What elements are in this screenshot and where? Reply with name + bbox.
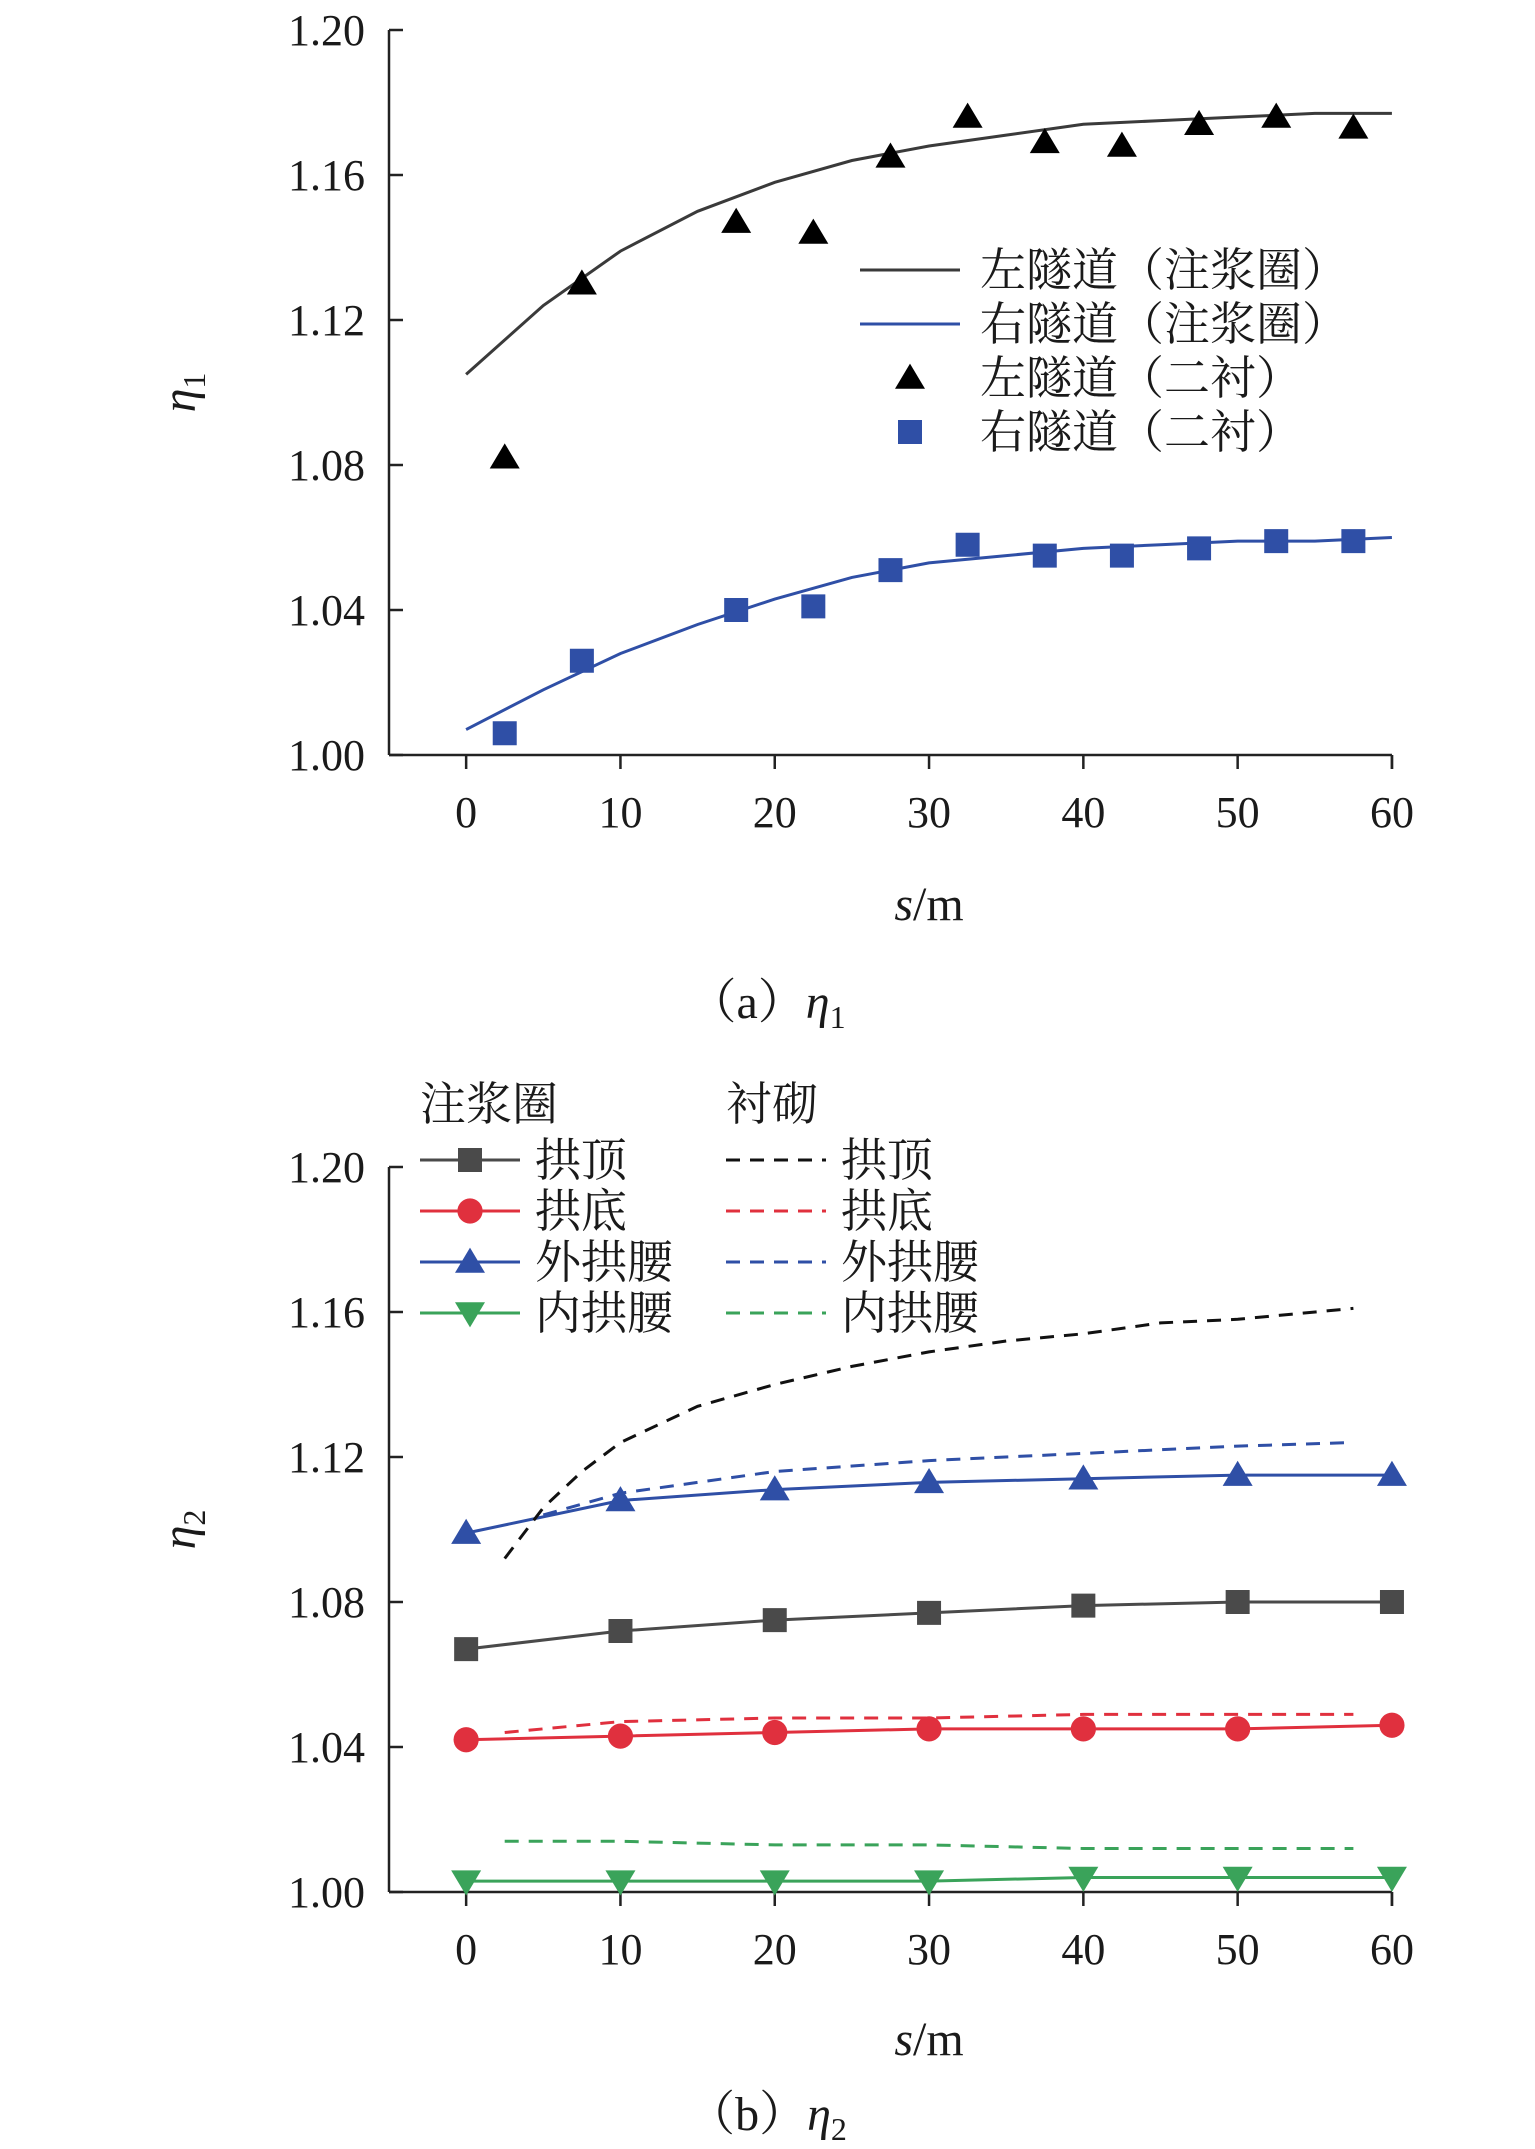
data-point (567, 269, 597, 294)
data-point (1379, 1713, 1404, 1738)
y-axis-label: $\eta_1$ (153, 372, 212, 413)
data-point (1068, 1867, 1098, 1892)
data-point (798, 219, 828, 244)
data-point (763, 1608, 787, 1632)
chart-panel-a (153, 6, 1414, 1035)
x-tick-label: 0 (455, 788, 478, 837)
series-dashed-line (505, 1841, 1354, 1848)
data-point (1341, 529, 1365, 553)
x-tick-label: 10 (598, 788, 643, 837)
y-tick-label: 1.00 (288, 1868, 365, 1917)
x-tick-label: 20 (752, 1925, 797, 1974)
data-point (1071, 1716, 1096, 1741)
data-point (953, 103, 983, 128)
data-point (1110, 544, 1134, 568)
data-point (1071, 1594, 1095, 1618)
y-tick-label: 1.04 (288, 1723, 365, 1772)
legend-label: 内拱腰 (535, 1288, 673, 1339)
legend-header: 注浆圈 (420, 1079, 558, 1130)
series-line (466, 538, 1392, 730)
data-point (1377, 1867, 1407, 1892)
x-tick-label: 40 (1061, 1925, 1106, 1974)
panel-caption: $(b)\eta_2$ (687, 2088, 847, 2147)
y-tick-label: 1.00 (288, 731, 365, 780)
x-tick-label: 30 (907, 788, 952, 837)
data-point (493, 721, 517, 745)
data-point (1184, 110, 1214, 135)
data-point (1223, 1867, 1253, 1892)
legend-marker-swatch (457, 1198, 482, 1223)
y-tick-label: 1.20 (288, 6, 365, 55)
legend-label: 右隧道（二衬） (980, 407, 1302, 458)
series-dashed-line (505, 1308, 1354, 1558)
legend-label: 拱底 (535, 1186, 627, 1237)
x-axis-label: s/m (894, 878, 964, 931)
chart-panel-b (153, 1079, 1414, 2147)
x-tick-label: 20 (752, 788, 797, 837)
data-point (454, 1637, 478, 1661)
x-tick-label: 50 (1215, 788, 1260, 837)
data-point (454, 1727, 479, 1752)
data-point (1223, 1461, 1253, 1486)
data-point (914, 1468, 944, 1493)
y-tick-label: 1.20 (288, 1143, 365, 1192)
data-point (1226, 1590, 1250, 1614)
legend-label: 左隧道（二衬） (980, 353, 1302, 404)
legend-label: 外拱腰 (841, 1237, 979, 1288)
legend-label: 拱顶 (841, 1135, 933, 1186)
y-tick-label: 1.12 (288, 296, 365, 345)
data-point (1187, 536, 1211, 560)
data-point (724, 598, 748, 622)
y-tick-label: 1.16 (288, 1288, 365, 1337)
legend-label: 内拱腰 (841, 1288, 979, 1339)
panel-caption: $(a)\eta_1$ (688, 976, 846, 1035)
legend-marker-swatch (455, 1248, 485, 1273)
y-tick-label: 1.08 (288, 1578, 365, 1627)
y-tick-label: 1.08 (288, 441, 365, 490)
legend-marker-swatch (898, 420, 922, 444)
data-point (1380, 1590, 1404, 1614)
data-point (1225, 1716, 1250, 1741)
x-tick-label: 10 (598, 1925, 643, 1974)
data-point (1377, 1461, 1407, 1486)
data-point (878, 558, 902, 582)
legend-label: 左隧道（注浆圈） (980, 245, 1348, 296)
data-point (916, 1716, 941, 1741)
data-point (1068, 1464, 1098, 1489)
legend-marker-swatch (895, 364, 925, 389)
legend-label: 拱底 (841, 1186, 933, 1237)
legend-label: 外拱腰 (535, 1237, 673, 1288)
legend-header: 衬砌 (726, 1079, 818, 1130)
data-point (721, 208, 751, 233)
legend-label: 右隧道（注浆圈） (980, 299, 1348, 350)
legend-marker-swatch (458, 1148, 482, 1172)
data-point (956, 533, 980, 557)
x-tick-label: 60 (1369, 1925, 1414, 1974)
legend-label: 拱顶 (535, 1135, 627, 1186)
data-point (1338, 113, 1368, 138)
data-point (917, 1601, 941, 1625)
x-tick-label: 40 (1061, 788, 1106, 837)
x-tick-label: 60 (1369, 788, 1414, 837)
x-tick-label: 50 (1215, 1925, 1260, 1974)
y-tick-label: 1.04 (288, 586, 365, 635)
x-tick-label: 0 (455, 1925, 478, 1974)
data-point (1264, 529, 1288, 553)
y-tick-label: 1.12 (288, 1433, 365, 1482)
x-axis-label: s/m (894, 2013, 964, 2066)
data-point (608, 1724, 633, 1749)
data-point (762, 1720, 787, 1745)
legend-marker-swatch (455, 1302, 485, 1327)
data-point (608, 1619, 632, 1643)
y-tick-label: 1.16 (288, 151, 365, 200)
data-point (1033, 544, 1057, 568)
data-point (490, 443, 520, 468)
x-tick-label: 30 (907, 1925, 952, 1974)
data-point (570, 649, 594, 673)
data-point (1107, 132, 1137, 157)
data-point (801, 594, 825, 618)
y-axis-label: $\eta_2$ (153, 1509, 212, 1550)
